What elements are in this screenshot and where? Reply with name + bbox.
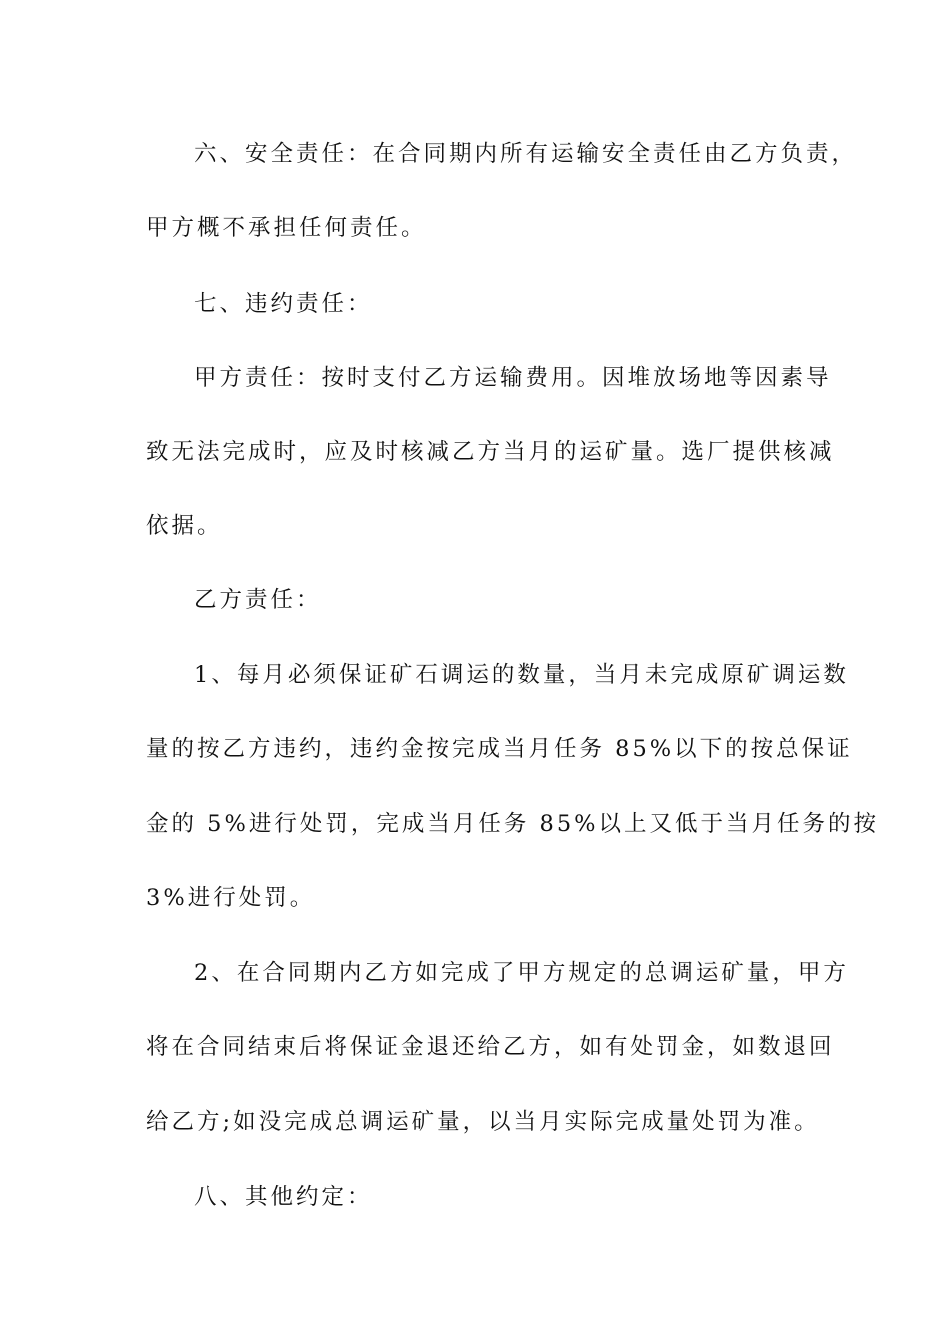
clause-1-line-1: 1、每月必须保证矿石调运的数量，当月未完成原矿调运数 bbox=[194, 662, 849, 688]
party-a-duty-line-2: 致无法完成时，应及时核减乙方当月的运矿量。选厂提供核减 bbox=[146, 439, 835, 465]
clause-2-line-2: 将在合同结束后将保证金退还给乙方，如有处罚金，如数退回 bbox=[146, 1034, 835, 1060]
clause-2-line-1: 2、在合同期内乙方如完成了甲方规定的总调运矿量，甲方 bbox=[194, 960, 849, 986]
clause-2-line-3: 给乙方;如没完成总调运矿量，以当月实际完成量处罚为准。 bbox=[146, 1109, 820, 1135]
clause-1-line-3: 金的 5%进行处罚，完成当月任务 85%以上又低于当月任务的按 bbox=[146, 811, 880, 837]
party-a-duty-line-3: 依据。 bbox=[146, 513, 223, 539]
party-b-duty-heading: 乙方责任： bbox=[194, 587, 322, 613]
section-8-heading: 八、其他约定： bbox=[194, 1184, 373, 1210]
section-6-safety-line-2: 甲方概不承担任何责任。 bbox=[146, 215, 427, 241]
clause-1-line-2: 量的按乙方违约，违约金按完成当月任务 85%以下的按总保证 bbox=[146, 736, 853, 762]
party-a-duty-line-1: 甲方责任：按时支付乙方运输费用。因堆放场地等因素导 bbox=[194, 365, 832, 391]
clause-1-line-4: 3%进行处罚。 bbox=[146, 885, 316, 911]
section-7-heading: 七、违约责任： bbox=[194, 291, 373, 317]
section-6-safety-line-1: 六、安全责任：在合同期内所有运输安全责任由乙方负责， bbox=[194, 141, 858, 167]
